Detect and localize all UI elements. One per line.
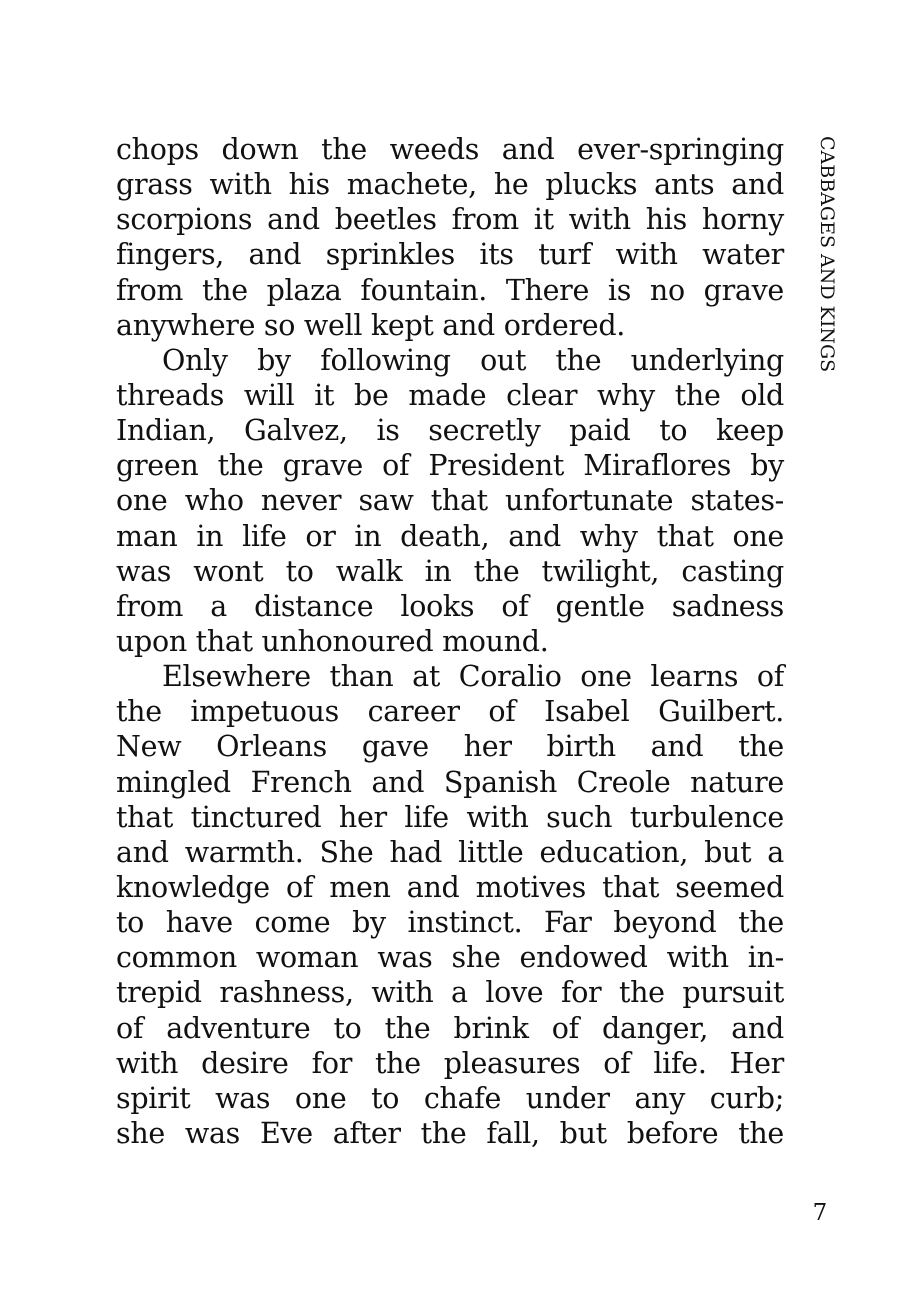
text-line: Indian, Galvez, is secretly paid to keep: [116, 414, 784, 448]
text-line: with desire for the pleasures of life. Her: [116, 1046, 784, 1080]
text-line: mingled French and Spanish Creole nature: [116, 765, 784, 799]
text-line: was wont to walk in the twilight, casting: [116, 554, 784, 588]
page-body: [116, 132, 784, 1151]
text-line: fingers, and sprinkles its turf with water: [116, 238, 784, 272]
text-line: spirit was one to chafe under any curb;: [116, 1081, 784, 1115]
text-line: upon that unhonoured mound.: [116, 624, 549, 658]
text-line: knowledge of men and motives that seemed: [116, 870, 784, 904]
text-line: common woman was she endowed with in-: [116, 941, 784, 975]
text-line: Elsewhere than at Coralio one learns of: [162, 660, 784, 694]
text-line: trepid rashness, with a love for the pursuit: [116, 976, 784, 1010]
text-line: scorpions and beetles from it with his horny: [116, 203, 784, 237]
text-line: and warmth. She had little education, but a: [116, 835, 784, 869]
text-line: New Orleans gave her birth and the: [116, 730, 784, 764]
text-line: man in life or in death, and why that one: [116, 519, 784, 553]
text-line: threads will it be made clear why the old: [116, 378, 784, 412]
text-line: she was Eve after the fall, but before the: [116, 1116, 784, 1150]
text-line: Only by following out the underlying: [162, 343, 784, 377]
text-line: grass with his machete, he plucks ants and: [116, 168, 784, 202]
text-line: from a distance looks of gentle sadness: [116, 589, 784, 623]
page-number: 7: [812, 1200, 828, 1226]
text-line: chops down the weeds and ever-springing: [116, 133, 784, 166]
text-line: green the grave of President Miraflores by: [116, 449, 784, 483]
running-head: CABBAGES AND KINGS: [816, 136, 838, 373]
text-line: that tinctured her life with such turbulence: [116, 800, 784, 834]
text-line: anywhere so well kept and ordered.: [116, 308, 626, 342]
text-line: from the plaza fountain. There is no grave: [116, 273, 784, 307]
text-line: of adventure to the brink of danger, and: [116, 1011, 784, 1045]
text-line: one who never saw that unfortunate states-: [116, 484, 784, 518]
text-line: to have come by instinct. Far beyond the: [116, 906, 784, 940]
text-line: the impetuous career of Isabel Guilbert.: [116, 695, 784, 729]
